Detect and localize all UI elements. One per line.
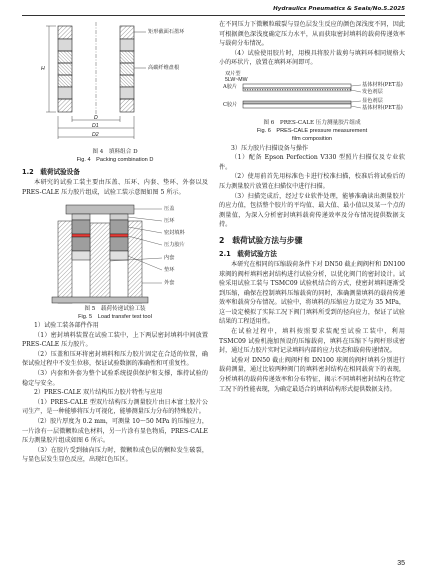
layer-label: 显色剂层 xyxy=(362,97,383,104)
paragraph: 本研究的试验工装主要由压盖、压环、内套、垫环、外套以及 PRES-CALE 压力胶片组成，试验工装示意图如图 5 所示。 xyxy=(22,179,208,196)
label-high-density: 高碳纤维盘根 xyxy=(148,65,180,71)
label-inner-sleeve: 内套 xyxy=(164,254,175,261)
paragraph: （1）配备 Epson Perfection V330 型照片扫描仪及专业软件。 xyxy=(219,154,405,171)
paragraph: （3）在胶片受到轴向压力时，微颗粒成色层的颗粒发生破裂，与显色层发生显色反应，出现红色压区。 xyxy=(22,446,208,464)
label-rect-gasket: 矩形截面石墨环 xyxy=(148,29,185,35)
dim-d2: D2 xyxy=(92,132,99,138)
layer-label: 发色剂层 xyxy=(362,88,383,95)
label-pressure-film: 压力胶片 xyxy=(164,241,185,248)
figure-6-caption-en-1: Fig. 6 PRES-CALE pressure measurement xyxy=(256,128,368,135)
c-film-label: C胶片 xyxy=(223,101,238,108)
layer-label: 基体材料(PET基) xyxy=(362,104,403,111)
figure-4-caption-cn: 图 4 填料组合 D xyxy=(92,149,138,155)
header-rule xyxy=(22,15,405,16)
paragraph: 试验对 DN50 截止阀阀杆和 DN100 球阀的阀杆填料分别进行载荷测量，通过比较两种阀门的填料密封结构在相同载荷下的表现，分析填料的载荷传递效率和分布特征，揭示不同填料密封结构在特定工况下的性能表现，为确定最适合的填料结构形式提供数据支持。 xyxy=(219,356,405,393)
label-sealing-packing: 密封填料 xyxy=(164,229,185,236)
figure-6 xyxy=(219,71,405,119)
label-outer-sleeve: 外套 xyxy=(164,279,175,286)
label-spacer-ring: 垫环 xyxy=(164,266,175,273)
section-1-2-title: 1.2 载荷试验设备 xyxy=(22,168,80,177)
dim-d1: D1 xyxy=(92,123,99,129)
figure-4-drawing xyxy=(22,20,208,148)
paragraph: （2）压盖和压环将密封填料和压力胶片固定在合适的位置，确保试验过程中不发生位移，保证试验数据的准确性和可重复性。 xyxy=(22,350,208,368)
page-number: 35 xyxy=(397,560,405,567)
paragraph: 在试验过程中，填料按照要求装配至试验工装中，利用 TSMC09 试验机施加预设的压缩载荷，填料在压缩下与阀杆形成密封，通过压力胶片实时记录填料内部的应力状态和载荷传递情况。 xyxy=(219,328,405,355)
layer-label: 基体材料(PET基) xyxy=(362,81,403,88)
figure-5-caption-en: Fig. 5 Load transfer test tool xyxy=(78,313,152,320)
packing-stack-left xyxy=(58,26,72,112)
figure-4 xyxy=(22,20,208,148)
section-2-title: 2 载荷试验方法与步骤 xyxy=(219,235,303,245)
figure-6-caption-en-2: film composition xyxy=(291,136,333,143)
section-2-1-title: 2.1 载荷试验方法 xyxy=(219,249,277,258)
figure-5-drawing xyxy=(22,201,208,305)
packing-stack-right xyxy=(120,26,134,112)
left-column xyxy=(22,20,208,465)
paragraph: （2）使用前首先用标准色卡进行校准扫描，校准后将试验后的压力测量胶片放置在扫描仪中进行扫描。 xyxy=(219,173,405,190)
paragraph: 2）PRES-CALE 双片结构压力胶片特性与应用 xyxy=(34,389,163,397)
paragraph: （2）胶片厚度为 0.2 mm，可测量 10～50 MPa 的压缩应力，一片涂有一层微颗粒成色材料，另一片涂有显色物质，PRES-CALE 压力测量胶片组成如图 6 所示。 xyxy=(22,417,208,445)
dim-h: H xyxy=(41,66,45,72)
label-press-ring: 压环 xyxy=(164,217,175,224)
figure-6-caption-cn: 图 6 PRES-CALE 压力测量胶片组成 xyxy=(263,119,361,126)
paragraph: （1）密封填料装置在试验工装中，上下两层密封填料中间放置 PRES-CALE 压力胶片。 xyxy=(22,331,208,349)
right-column xyxy=(219,20,405,394)
film-type: 双片型 xyxy=(225,70,241,77)
paragraph: 在不同压力下微颗粒破裂与显色层发生反应的颜色深浅度不同，因此可根据颜色深浅度确定压力水平，从而获取密封填料的载荷传递效率与载荷分布情况。 xyxy=(219,21,405,48)
paragraph: 1）试验工装各部件作用 xyxy=(34,322,99,329)
figure-5 xyxy=(22,201,208,305)
figure-4-caption-en: Fig. 4 Packing combination D xyxy=(76,157,154,164)
figure-5-caption-cn: 图 5 载荷传递试验工装 xyxy=(84,305,146,312)
a-film-label: A胶片 xyxy=(223,83,238,90)
paragraph: （3）扫描完成后，经过专业软件处理，能够准确读出测量胶片的应力值，包括整个胶片的平均值、最大值、最小值以及某一个点的测量值，为深入分析密封填料载荷传递效率及分布情况提供数据支持。 xyxy=(219,192,405,229)
paragraph: 3）压力胶片扫描设备与操作 xyxy=(231,144,309,152)
label-gland: 压盖 xyxy=(164,205,175,212)
dim-d: D xyxy=(94,115,98,121)
film-spec: 5LW~MW xyxy=(225,76,248,83)
paragraph: 本研究在相同的压缩载荷条件下对 DN50 截止阀阀杆和 DN100 球阀的阀杆填料密封结构进行试验分析，以优化阀门的密封设计。试验采用试验工装与 TSMC09 试验机结合的方式，使密封填料逐渐受到压缩，确保在控制填料压缩载荷的同时，准确测量填料的载荷传递效率和载荷分布情况。试验中，将填料的压缩应力设定为 35 MPa，这一设定模拟了实际工况下阀门填料所受到的径向应力，保证了试验结果的工程适用性。 xyxy=(219,260,405,326)
running-header: Hydraulics Pneumatics & Seals/No.5.2025 xyxy=(273,6,405,12)
paragraph: （3）内套和外套为整个试验系统提供保护和支撑，维持试验的稳定与安全。 xyxy=(22,369,208,387)
paragraph: （4）试验使用胶片时，用模具将胶片裁剪与填料环相同规格大小的环状片，放置在填料环间即可。 xyxy=(219,49,405,67)
paragraph: （1）PRES-CALE 型双片结构压力测量胶片由日本富士胶片公司生产，是一种能够将压力可视化，能够测量压力分布的特殊胶片。 xyxy=(22,398,208,416)
